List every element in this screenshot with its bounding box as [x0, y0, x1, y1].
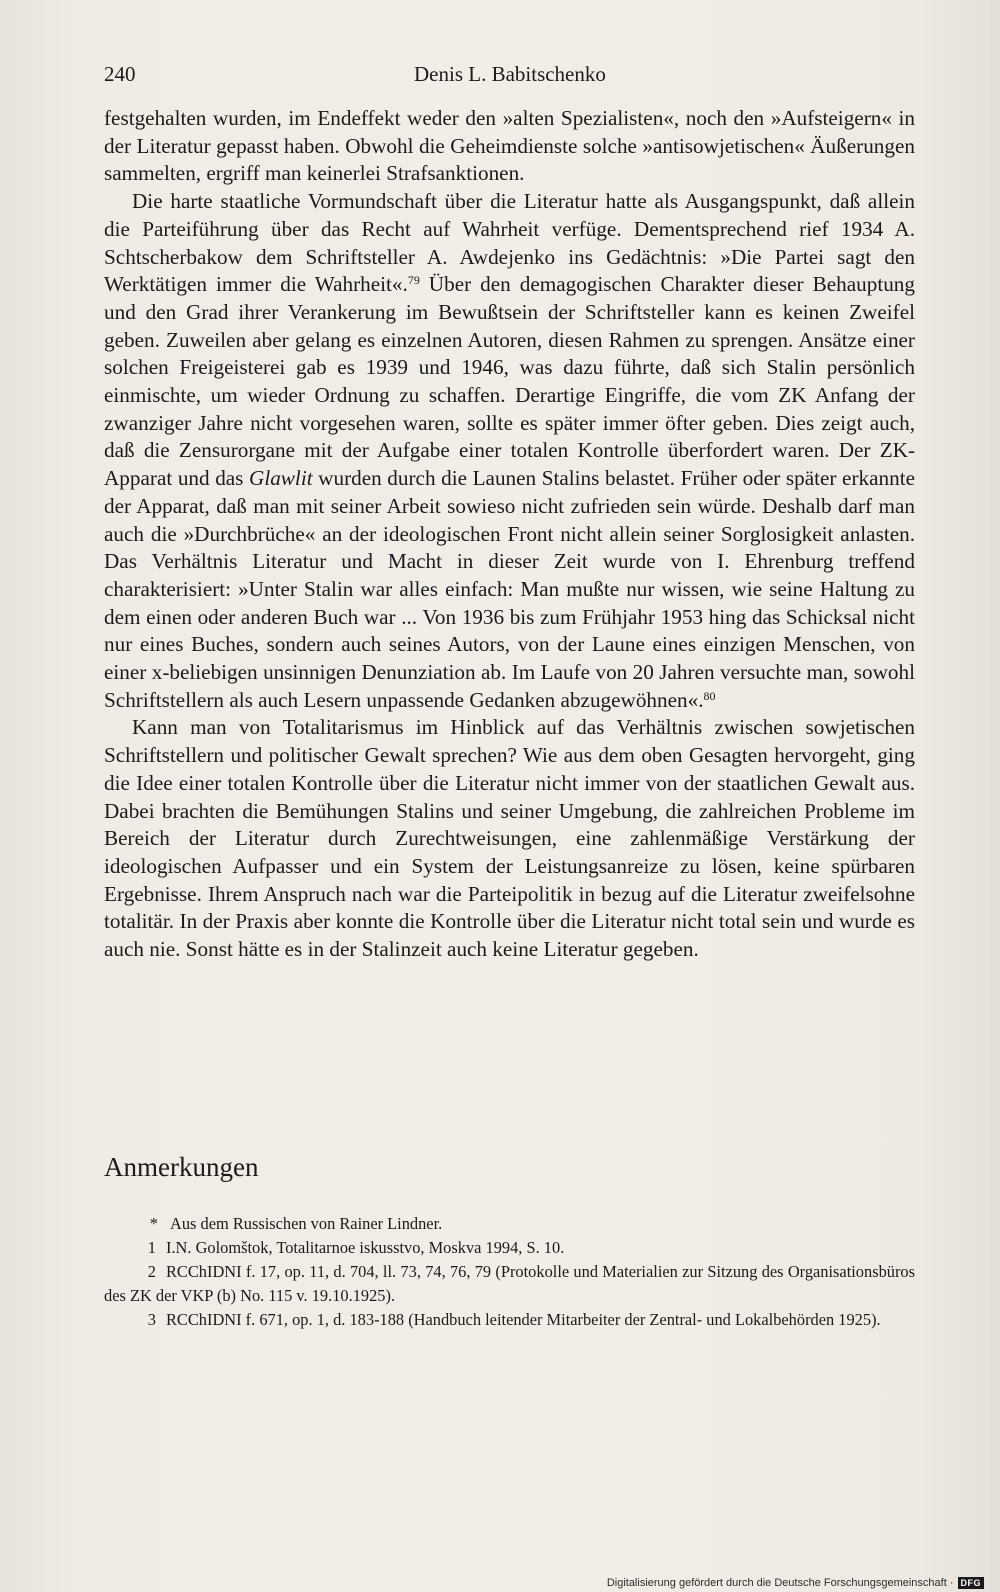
page-number: 240	[104, 62, 136, 86]
glawlit-term: Glawlit	[249, 466, 313, 491]
note-text: Aus dem Russischen von Rainer Lindner.	[170, 1214, 443, 1233]
note-item	[104, 1308, 915, 1332]
note-text: I.N. Golomštok, Totalitarnoe iskusstvo, Moskva 1994, S. 10.	[166, 1238, 565, 1257]
paragraph-2-part-c: wurden durch die Launen Stalins belastet. Früher oder später erkannte der Apparat, daß man mit seiner Arbeit sowieso nicht zufrieden sein würde. Deshalb darf man auch die »Durchbrüche« an der ideologischen Front nicht allein seiner Sorglosigkeit anlasten. Das Verhältnis Literatur und Macht in dieser Zeit wurde von I. Ehrenburg treffend charakterisiert: »Unter Stalin war alles einfach: Man mußte nur wissen, wie seine Haltung zu dem einen oder anderen Buch war ... Von 1936 bis zum Frühjahr 1953 hing das Schicksal nicht nur eines Buches, sondern auch seines Autors, von der Laune eines einzigen Menschen, von einer x-beliebigen unsinnigen Denunziation ab. Im Laufe von 20 Jahren versuchte man, sowohl Schriftstellern als auch Lesern unpassende Gedanken abzugewöhnen«.	[104, 466, 915, 712]
note-marker: 1	[147, 1238, 156, 1257]
note-marker: 3	[147, 1310, 156, 1329]
note-marker: 2	[147, 1262, 156, 1281]
note-text: RCChIDNI f. 671, op. 1, d. 183-188 (Handbuch leitender Mitarbeiter der Zentral- und Lokalbehörden 1925).	[166, 1310, 881, 1329]
footnote-ref-79: 79	[407, 273, 420, 288]
paragraph-2	[104, 188, 915, 714]
footnote-ref-80: 80	[703, 688, 716, 703]
main-text	[104, 105, 915, 964]
notes-heading: Anmerkungen	[104, 1152, 259, 1182]
paragraph-2-part-a: Die harte staatliche Vormundschaft über die Literatur hatte als Ausgangspunkt, daß allein die Parteiführung über das Recht auf Wahrheit verfüge. Dementsprechend rief 1934 A. Schtscherbakow dem Schriftsteller A. Awdejenko ins Gedächtnis: »Die Partei sagt den Werktätigen immer die Wahrheit«.	[104, 189, 915, 297]
paragraph-3: Kann man von Totalitarismus im Hinblick auf das Verhältnis zwischen sowjetischen Schriftstellern und politischer Gewalt sprechen? Wie aus dem oben Gesagten hervorgeht, ging die Idee einer totalen Kontrolle über die Literatur nicht immer von der staatlichen Gewalt aus. Dabei brachten die Bemühungen Stalins und seiner Umgebung, die zahlreichen Probleme im Bereich der Literatur durch Zurechtweisungen, eine zahlenmäßige Verstärkung der ideologischen Aufpasser und ein System der Leistungsanreize zu lösen, keine spürbaren Ergebnisse. Ihrem Anspruch nach war die Parteipolitik in bezug auf die Literatur zweifelsohne totalitär. In der Praxis aber konnte die Kontrolle über die Literatur nicht total sein und wurde es auch nie. Sonst hätte es in der Stalinzeit auch keine Literatur gegeben.	[104, 715, 915, 962]
note-item	[104, 1260, 915, 1308]
note-item	[104, 1212, 915, 1236]
paragraph-2-part-b: Über den demagogischen Charakter dieser Behauptung und den Grad ihrer Verankerung im Bewußtsein der Schriftsteller kann es keinen Zweifel geben. Zuweilen aber gelang es einzelnen Autoren, diesen Rahmen zu sprengen. Ansätze einer solchen Freigeisterei gab es 1939 und 1946, was dazu führte, daß sich Stalin persönlich einmischte, um wieder Ordnung zu schaffen. Derartige Eingriffe, die vom ZK Anfang der zwanziger Jahre nicht vorgesehen waren, sollte es später immer öfter geben. Dies zeigt auch, daß die Zensurorgane mit der Aufgabe einer totalen Kontrolle überfordert waren. Der ZK-Apparat und das	[104, 272, 915, 491]
note-marker: *	[149, 1214, 158, 1233]
digitization-footer	[607, 1577, 984, 1589]
note-text: RCChIDNI f. 17, op. 11, d. 704, ll. 73, 74, 76, 79 (Protokolle und Materialien zur Sitzung des Organisationsbüros des ZK der VKP (b) No. 115 v. 19.10.1925).	[104, 1262, 915, 1305]
paragraph-1: festgehalten wurden, im Endeffekt weder den »alten Spezialisten«, noch den »Aufsteigern« in der Literatur gepasst haben. Obwohl die Geheimdienste solche »antisowjetischen« Äußerungen sammelten, ergriff man keinerlei Strafsanktionen.	[104, 106, 915, 186]
note-item	[104, 1236, 915, 1260]
dfg-logo-icon: DFG	[958, 1577, 985, 1589]
running-head	[104, 62, 915, 92]
footer-text: Digitalisierung gefördert durch die Deutsche Forschungsgemeinschaft ·	[606, 1577, 954, 1589]
notes-list	[104, 1212, 915, 1332]
running-head-author: Denis L. Babitschenko	[414, 62, 606, 86]
